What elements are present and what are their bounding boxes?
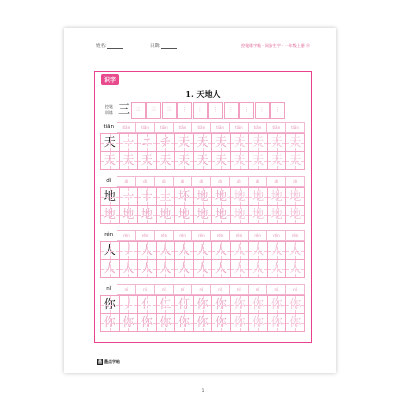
trace-cell[interactable]: 你	[286, 313, 305, 332]
pinyin-cell[interactable]: nǐ	[117, 284, 136, 295]
pinyin-label: dì	[106, 178, 112, 184]
trace-cell[interactable]: 地	[194, 187, 213, 206]
trace-cell[interactable]: 人	[268, 241, 287, 260]
pinyin-label: tiān	[103, 124, 114, 130]
section-tag: 识字	[101, 74, 119, 85]
stroke-cell[interactable]: 三	[146, 102, 161, 119]
trace-character[interactable]: 你	[100, 313, 120, 332]
trace-cell[interactable]: 地	[212, 205, 231, 224]
character-block	[100, 284, 305, 339]
pinyin-cell[interactable]: dì	[267, 176, 286, 187]
trace-cell[interactable]: 坏	[175, 187, 194, 206]
practice-row	[100, 151, 305, 169]
trace-cell[interactable]: 人	[212, 259, 231, 278]
lesson-title: 1. 天地人	[185, 89, 221, 99]
trace-cell[interactable]: 人	[157, 259, 176, 278]
trace-cell[interactable]: 人	[175, 241, 194, 260]
stroke-cell[interactable]: ⋮	[239, 102, 254, 119]
pinyin-cell[interactable]: rén	[286, 230, 305, 241]
trace-cell[interactable]: 地	[249, 205, 268, 224]
name-blank[interactable]	[107, 44, 123, 49]
trace-character[interactable]: 天	[100, 151, 120, 170]
trace-character[interactable]: 地	[100, 205, 120, 224]
trace-cell[interactable]: 人	[175, 259, 194, 278]
pinyin-cell[interactable]: rén	[249, 230, 268, 241]
header-fields	[96, 43, 177, 49]
practice-row	[100, 133, 305, 151]
pinyin-cell[interactable]: tiān	[174, 122, 193, 133]
trace-cell[interactable]: 你	[157, 313, 176, 332]
pinyin-label: rén	[104, 232, 114, 238]
pinyin-cell[interactable]: tiān	[286, 122, 305, 133]
trace-cell[interactable]: 你	[194, 295, 213, 314]
brand-logo	[97, 359, 120, 365]
trace-cell[interactable]: 一	[120, 133, 139, 152]
trace-cell[interactable]: 天	[120, 151, 139, 170]
pinyin-cell[interactable]: dì	[136, 176, 155, 187]
trace-cell[interactable]: 人	[231, 259, 250, 278]
trace-cell[interactable]: 天	[286, 133, 305, 152]
pinyin-cell[interactable]: tiān	[211, 122, 230, 133]
pinyin-cell[interactable]: tiān	[267, 122, 286, 133]
pinyin-cell[interactable]: rén	[136, 230, 155, 241]
trace-cell[interactable]: 地	[138, 205, 157, 224]
trace-cell[interactable]: 丿	[120, 295, 139, 314]
trace-cell[interactable]: 你	[138, 313, 157, 332]
trace-cell[interactable]: 天	[212, 151, 231, 170]
pinyin-row	[100, 122, 305, 132]
trace-cell[interactable]: 丿	[120, 241, 139, 260]
header-slogan: 控笔练字帖 · 同步生字 · 一年级上册 ⓪	[241, 43, 310, 48]
trace-cell[interactable]: 天	[175, 151, 194, 170]
trace-character[interactable]: 人	[100, 259, 120, 278]
trace-cell[interactable]: 一	[120, 187, 139, 206]
pinyin-cell[interactable]: nǐ	[192, 284, 211, 295]
trace-cell[interactable]: 你	[212, 295, 231, 314]
trace-cell[interactable]: 天	[194, 133, 213, 152]
model-character: 天	[100, 133, 120, 152]
trace-cell[interactable]: 地	[249, 187, 268, 206]
brand-mark: 墨	[98, 359, 102, 364]
pinyin-cell[interactable]: tiān	[230, 122, 249, 133]
trace-cell[interactable]: 人	[157, 241, 176, 260]
trace-cell[interactable]: 你	[175, 313, 194, 332]
trace-cell[interactable]: 地	[175, 205, 194, 224]
stroke-cell[interactable]: ⋮	[255, 102, 270, 119]
trace-cell[interactable]: 人	[194, 241, 213, 260]
trace-cell[interactable]: 人	[268, 259, 287, 278]
trace-cell[interactable]: 十	[138, 187, 157, 206]
trace-cell[interactable]: ニ	[138, 133, 157, 152]
date-label: 日期:	[149, 44, 161, 49]
trace-cell[interactable]: 地	[286, 187, 305, 206]
trace-cell[interactable]: 天	[249, 151, 268, 170]
trace-cell[interactable]: 仃	[175, 295, 194, 314]
character-block	[100, 122, 305, 177]
trace-cell[interactable]: 土	[157, 187, 176, 206]
pinyin-cell[interactable]: rén	[192, 230, 211, 241]
trace-cell[interactable]: 你	[268, 313, 287, 332]
model-character: 人	[100, 241, 120, 260]
pinyin-cell[interactable]: nǐ	[155, 284, 174, 295]
pinyin-cell[interactable]: tiān	[249, 122, 268, 133]
trace-cell[interactable]: 地	[231, 205, 250, 224]
trace-cell[interactable]: 天	[231, 151, 250, 170]
pinyin-cell[interactable]: tiān	[192, 122, 211, 133]
trace-cell[interactable]: 天	[212, 133, 231, 152]
trace-cell[interactable]: 地	[194, 205, 213, 224]
worksheet-page	[64, 28, 336, 393]
trace-cell[interactable]: 天	[268, 133, 287, 152]
practice-row	[100, 259, 305, 277]
name-label: 姓名:	[96, 44, 107, 49]
pinyin-row	[100, 284, 305, 294]
pinyin-label: nǐ	[106, 286, 112, 292]
pinyin-cell[interactable]: nǐ	[136, 284, 155, 295]
date-blank[interactable]	[161, 44, 177, 49]
trace-cell[interactable]: 天	[138, 151, 157, 170]
stroke-training-label	[100, 102, 118, 119]
trace-cell[interactable]: 人	[194, 259, 213, 278]
model-character: 地	[100, 187, 120, 206]
pinyin-cell[interactable]: dì	[286, 176, 305, 187]
trace-cell[interactable]: 人	[249, 241, 268, 260]
trace-cell[interactable]: 你	[120, 313, 139, 332]
pinyin-cell[interactable]: dì	[211, 176, 230, 187]
pinyin-cell[interactable]: rén	[230, 230, 249, 241]
pinyin-row	[100, 176, 305, 186]
practice-row	[100, 295, 305, 313]
trace-cell[interactable]: 你	[268, 295, 287, 314]
stroke-label-line2: 训练	[105, 110, 113, 115]
pinyin-cell[interactable]: rén	[267, 230, 286, 241]
model-character: 你	[100, 295, 120, 314]
pinyin-cell[interactable]: rén	[211, 230, 230, 241]
trace-cell[interactable]: 你	[231, 313, 250, 332]
pinyin-cell[interactable]: tiān	[155, 122, 174, 133]
trace-cell[interactable]: 天	[231, 133, 250, 152]
pinyin-row	[100, 230, 305, 240]
trace-cell[interactable]: 你	[212, 313, 231, 332]
pinyin-cell[interactable]: dì	[249, 176, 268, 187]
stroke-cell[interactable]: ⋮	[208, 102, 223, 119]
trace-cell[interactable]: 你	[286, 295, 305, 314]
stroke-training-row	[100, 102, 305, 119]
stroke-label-line1: 控笔	[105, 104, 113, 109]
pinyin-cell[interactable]: tiān	[136, 122, 155, 133]
character-block	[100, 230, 305, 285]
trace-cell[interactable]: 人	[138, 259, 157, 278]
trace-cell[interactable]: 地	[120, 205, 139, 224]
trace-cell[interactable]: チ	[157, 133, 176, 152]
pinyin-cell[interactable]: nǐ	[267, 284, 286, 295]
trace-cell[interactable]: 地	[286, 205, 305, 224]
pinyin-cell[interactable]: dì	[174, 176, 193, 187]
stroke-cell[interactable]: ⋮	[177, 102, 192, 119]
trace-cell[interactable]: 你	[249, 295, 268, 314]
stroke-cell[interactable]: ⋮	[270, 102, 285, 119]
practice-row	[100, 241, 305, 259]
trace-cell[interactable]: 人	[249, 259, 268, 278]
pinyin-cell[interactable]: rén	[117, 230, 136, 241]
trace-cell[interactable]: 人	[286, 259, 305, 278]
stroke-cell[interactable]: ⋮	[193, 102, 208, 119]
pinyin-cell[interactable]: nǐ	[174, 284, 193, 295]
trace-cell[interactable]: 地	[212, 187, 231, 206]
trace-cell[interactable]: 地	[268, 205, 287, 224]
trace-cell[interactable]: 亻	[138, 295, 157, 314]
trace-cell[interactable]: 人	[212, 241, 231, 260]
trace-cell[interactable]: 你	[194, 313, 213, 332]
trace-cell[interactable]: 天	[286, 151, 305, 170]
trace-cell[interactable]: 人	[120, 259, 139, 278]
pinyin-cell[interactable]: rén	[155, 230, 174, 241]
stroke-cell[interactable]: ⋮	[224, 102, 239, 119]
pinyin-cell[interactable]: nǐ	[286, 284, 305, 295]
stroke-cell[interactable]: 三	[131, 102, 146, 119]
stroke-cell[interactable]: 三	[162, 102, 177, 119]
pinyin-cell[interactable]: nǐ	[230, 284, 249, 295]
pinyin-cell[interactable]: nǐ	[211, 284, 230, 295]
trace-cell[interactable]: 天	[175, 133, 194, 152]
trace-cell[interactable]: 人	[138, 241, 157, 260]
character-block	[100, 176, 305, 231]
practice-row	[100, 313, 305, 331]
trace-cell[interactable]: 天	[194, 151, 213, 170]
trace-cell[interactable]: 人	[231, 241, 250, 260]
trace-cell[interactable]: 地	[268, 187, 287, 206]
trace-cell[interactable]: 天	[268, 151, 287, 170]
practice-row	[100, 187, 305, 205]
trace-cell[interactable]: 你	[249, 313, 268, 332]
trace-cell[interactable]: 仁	[157, 295, 176, 314]
brand-name: 墨点字帖	[104, 359, 120, 364]
pinyin-cell[interactable]: dì	[192, 176, 211, 187]
trace-cell[interactable]: 人	[286, 241, 305, 260]
trace-cell[interactable]: 地	[157, 205, 176, 224]
stroke-cells	[130, 102, 285, 119]
pinyin-cell[interactable]: dì	[117, 176, 136, 187]
pinyin-cell[interactable]: dì	[155, 176, 174, 187]
trace-cell[interactable]: 地	[231, 187, 250, 206]
pinyin-cell[interactable]: dì	[230, 176, 249, 187]
pinyin-cell[interactable]: rén	[174, 230, 193, 241]
trace-cell[interactable]: 你	[231, 295, 250, 314]
trace-cell[interactable]: 天	[249, 133, 268, 152]
pinyin-cell[interactable]: tiān	[117, 122, 136, 133]
stroke-model: 三	[118, 102, 131, 116]
pinyin-cell[interactable]: nǐ	[249, 284, 268, 295]
trace-cell[interactable]: 天	[157, 151, 176, 170]
page-number: 1	[201, 388, 205, 393]
practice-row	[100, 205, 305, 223]
